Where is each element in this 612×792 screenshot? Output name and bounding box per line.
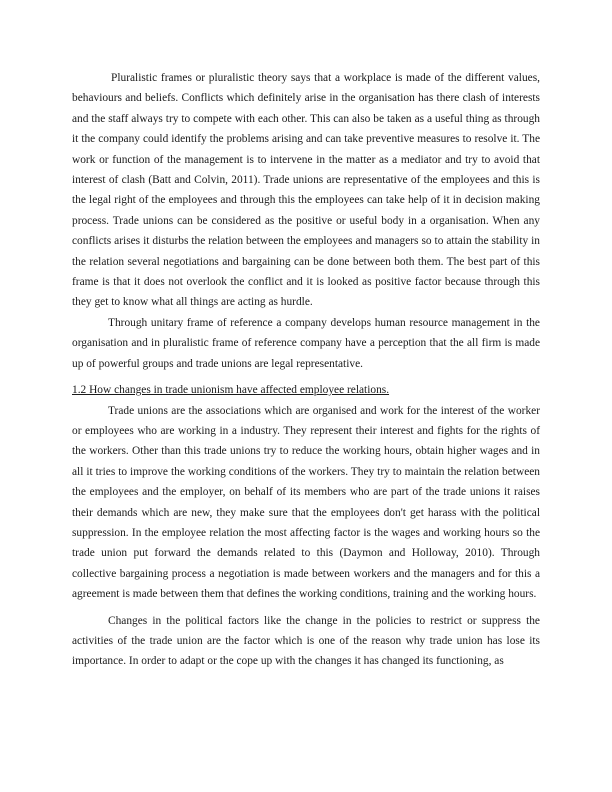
document-body [72, 68, 540, 672]
paragraph-unitary-frame: Through unitary frame of reference a company develops human resource management in the organisation and in pluralistic frame of reference company have a perception that the all firm is made up of powerful groups and trade unions are legal representative. [72, 316, 540, 370]
paragraph-pluralistic-frames: Pluralistic frames or pluralistic theory says that a workplace is made of the different values, behaviours and beliefs. Conflicts which definitely arise in the organisation has there clash of interests and the staff always try to compete with each other. This can also be taken as a useful thing as through it the company could identify the problems arising and can take preventive measures to resolve it. The work or function of the management is to intervene in the matter as a mediator and try to avoid that interest of clash (Batt and Colvin, 2011). Trade unions are representative of the employees and this is the legal right of the employees and through this the employees can take help of it in decision making process. Trade unions can be considered as the positive or useful body in a organisation. When any conflicts arises it disturbs the relation between the employees and managers so to attain the stability in the relation several negotiations and bargaining can be done between both them. The best part of this frame is that it does not overlook the conflict and it is looked as positive factor because through this they get to know what all things are acting as hurdle. [72, 72, 540, 309]
paragraph-trade-unions: Trade unions are the associations which are organised and work for the interest of the worker or employees who are working in a industry. They represent their interest and fights for the rights of the workers. Other than this trade unions try to reduce the working hours, obtain higher wages and in all it tries to improve the working conditions of the workers. They try to maintain the relation between the employees and the employer, on behalf of its members who are part of the trade unions it raises their demands which are new, they make sure that the employees don't get harass with the political suppression. In the employee relation the most affecting factor is the wages and working hours so the trade union put forward the demands related to this (Daymon and Holloway, 2010). Through collective bargaining process a negotiation is made between workers and the managers and for this a agreement is made between them that defines the working conditions, training and the working hours. [72, 404, 540, 601]
paragraph-political-factors: Changes in the political factors like the change in the policies to restrict or suppress the activities of the trade union are the factor which is one of the reason why trade union has lose its importance. In order to adapt or the cope up with the changes it has changed its functioning, as [72, 614, 540, 668]
section-heading: 1.2 How changes in trade unionism have affected employee relations. [72, 384, 390, 397]
